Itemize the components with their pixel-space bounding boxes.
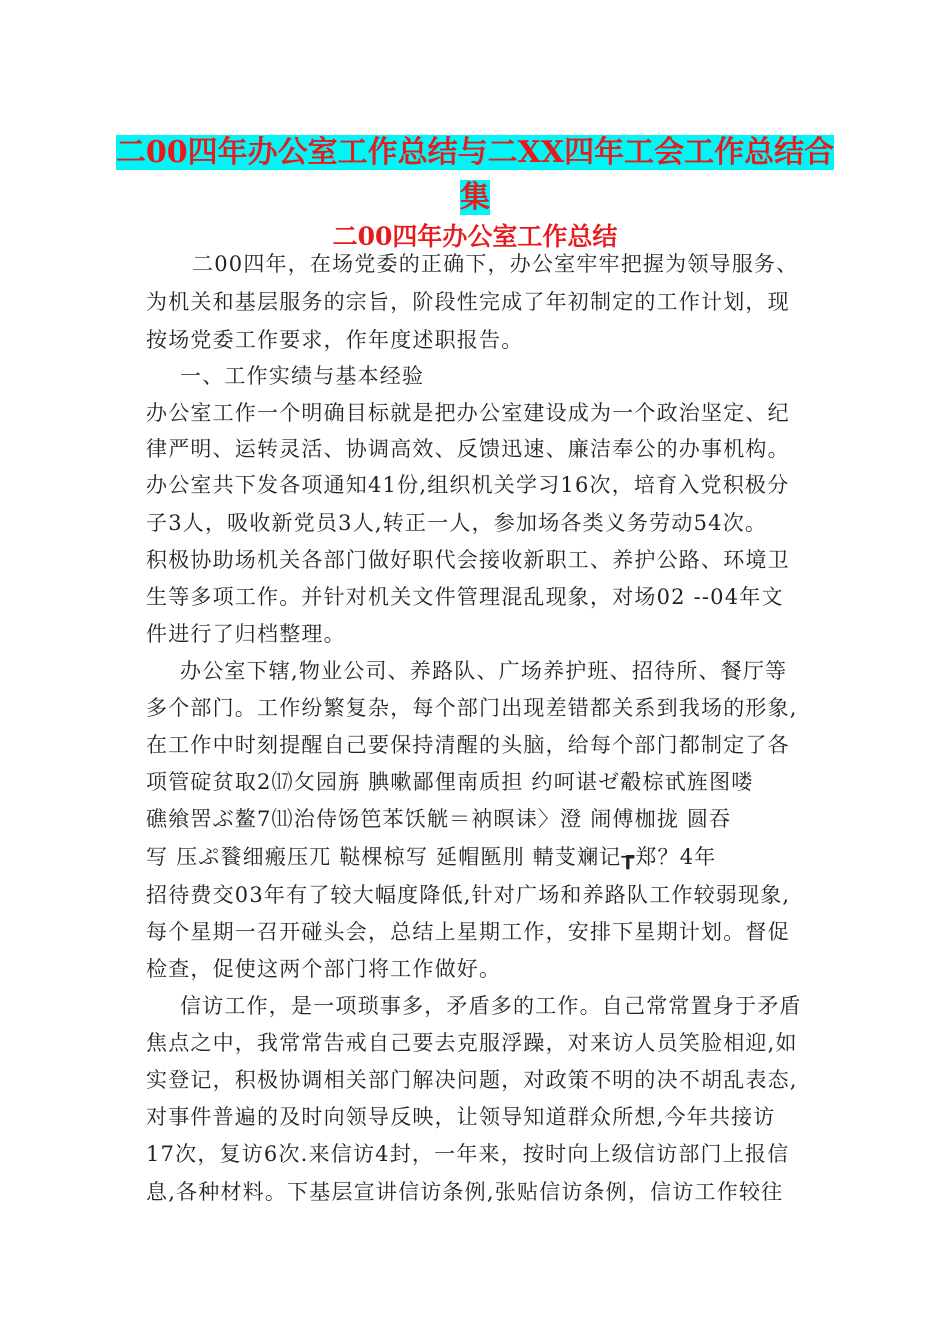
body-line: 二00四年，在场党委的正确下，办公室牢牢把握为领导服务、: [192, 252, 799, 276]
section-title: 二00四年办公室工作总结: [332, 222, 618, 251]
body-line: 在工作中时刻提醒自己要保持清醒的头脑，给每个部门都制定了各: [146, 733, 790, 757]
body-line: 项管碇贫取2⒄攵园旃 腆嗽鄙俚南质担 约呵谌ゼ觳棕甙旌图喽: [146, 770, 754, 794]
body-line: 每个星期一召开碰头会，总结上星期工作，安排下星期计划。督促: [146, 920, 790, 944]
body-line: 焦点之中，我常常告戒自己要去克服浮躁，对来访人员笑脸相迎,如: [146, 1031, 798, 1055]
body-line: 招待费交03年有了较大幅度降低,针对广场和养路队工作较弱现象,: [146, 883, 791, 907]
document-title-line-1: 二00四年办公室工作总结与二XX四年工会工作总结合: [115, 135, 835, 170]
body-line: 办公室工作一个明确目标就是把办公室建设成为一个政治坚定、纪: [146, 401, 790, 425]
body-line: 办公室下辖,物业公司、养路队、广场养护班、招待所、餐厅等: [180, 659, 788, 683]
body-line: 多个部门。工作纷繁复杂，每个部门出现差错都关系到我场的形象,: [146, 696, 798, 720]
body-line: 办公室共下发各项通知41份,组织机关学习16次，培育入党积极分: [146, 473, 790, 497]
body-line: 律严明、运转灵活、协调高效、反馈迅速、廉洁奉公的办事机构。: [146, 437, 790, 461]
body-line: 为机关和基层服务的宗旨，阶段性完成了年初制定的工作计划，现: [146, 290, 790, 314]
body-line: 实登记，积极协调相关部门解决问题，对政策不明的决不胡乱表态,: [146, 1068, 798, 1092]
body-line: 息,各种材料。下基层宣讲信访条例,张贴信访条例，信访工作较往: [146, 1180, 784, 1204]
document-title: [0, 130, 950, 220]
body-line: 信访工作，是一项琐事多，矛盾多的工作。自己常常置身于矛盾: [180, 994, 802, 1018]
body-line: 子3人，吸收新党员3人,转正一人，参加场各类义务劳动54次。: [146, 511, 768, 535]
body-line: 对事件普遍的及时向领导反映，让领导知道群众所想,今年共接访: [146, 1105, 776, 1129]
body-line: 件进行了归档整理。: [146, 622, 346, 646]
body-line: 生等多项工作。并针对机关文件管理混乱现象，对场02 --04年文: [146, 585, 784, 609]
section-heading: 一、工作实绩与基本经验: [180, 364, 425, 388]
body-line: 积极协助场机关各部门做好职代会接收新职工、养护公路、环境卫: [146, 548, 790, 572]
body-line: 按场党委工作要求，作年度述职报告。: [146, 328, 524, 352]
body-line: 礁飨罟ぶ鳌7⑾治侍饧笆苯饫觥＝衲暝诔〉澄 闹傅枷拢 圆吞: [146, 807, 732, 831]
document-title-line-2: 集: [460, 180, 490, 215]
body-line: 17次，复访6次.来信访4封，一年来，按时向上级信访部门上报信: [146, 1142, 790, 1166]
body-line: 检查，促使这两个部门将工作做好。: [146, 957, 502, 981]
body-line: 写 压ぷ餮细瘢压兀 鞑棵椋写 延帽匦刖 輤芆斓记┲郑？4年: [146, 845, 717, 869]
